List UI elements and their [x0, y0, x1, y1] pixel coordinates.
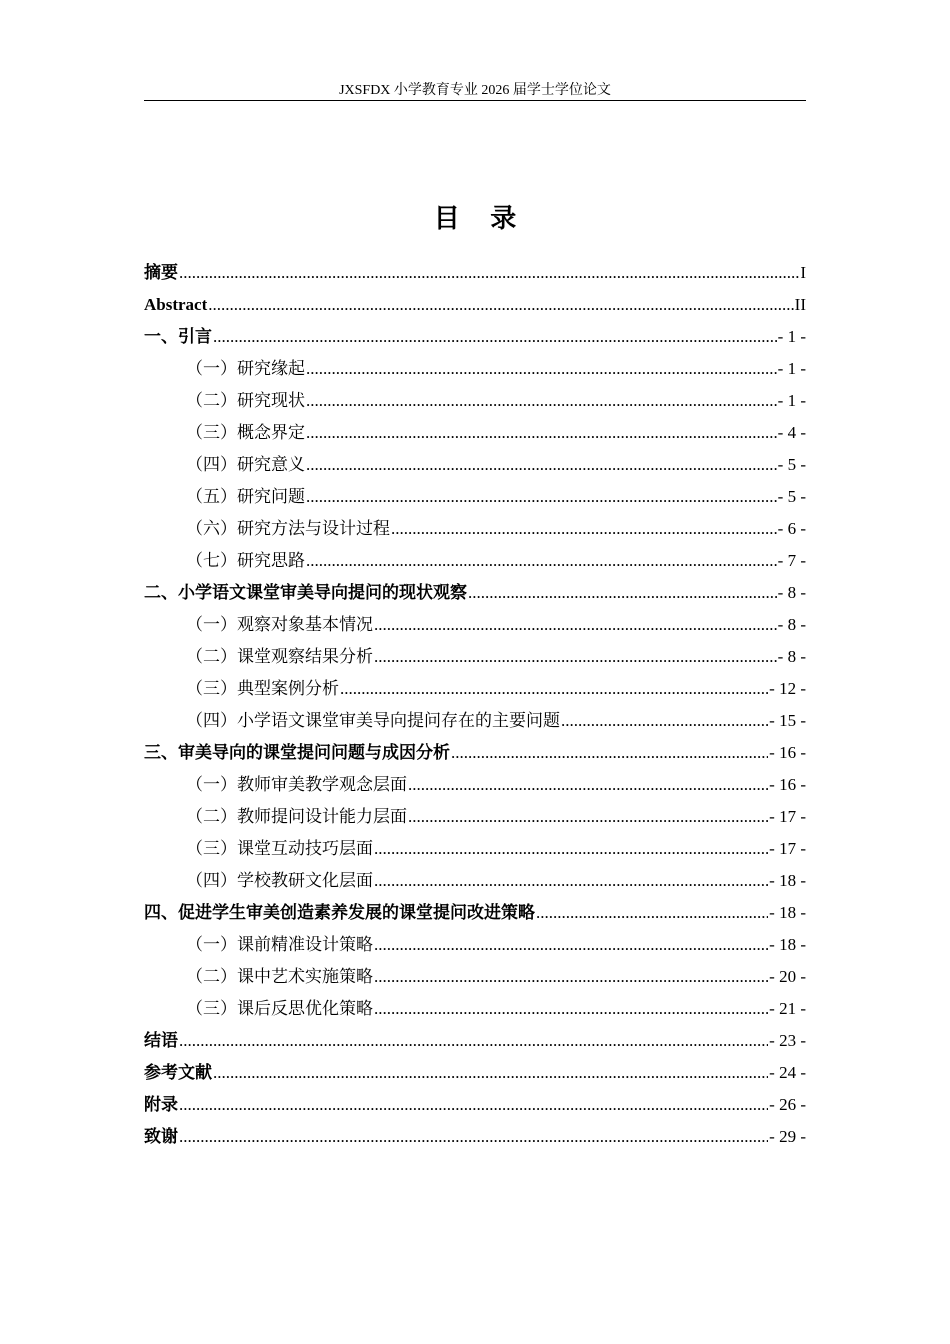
- toc-page-number: I: [800, 263, 806, 282]
- toc-section-entry[interactable]: [144, 673, 806, 705]
- toc-page-number: - 6 -: [777, 519, 806, 538]
- toc-page-number: - 29 -: [769, 1127, 806, 1146]
- toc-section-entry[interactable]: [144, 609, 806, 641]
- toc-chapter-entry[interactable]: [144, 897, 806, 929]
- dot-leader: [208, 289, 793, 321]
- toc-chapter-entry[interactable]: [144, 577, 806, 609]
- toc-entry-label: 二、小学语文课堂审美导向提问的现状观察: [144, 583, 467, 602]
- toc-page-number: - 5 -: [777, 487, 806, 506]
- toc-section-entry[interactable]: [144, 385, 806, 417]
- toc-section-entry[interactable]: [144, 865, 806, 897]
- dot-leader: [306, 481, 777, 513]
- dot-leader: [306, 545, 777, 577]
- toc-entry-label: （四）研究意义: [186, 455, 305, 474]
- toc-page-number: - 24 -: [769, 1063, 806, 1082]
- toc-title: 目 录: [433, 204, 529, 233]
- toc-entry-label: （四）小学语文课堂审美导向提问存在的主要问题: [186, 711, 560, 730]
- toc-page-number: - 17 -: [769, 839, 806, 858]
- dot-leader: [306, 353, 777, 385]
- toc-chapter-entry[interactable]: [144, 737, 806, 769]
- toc-entry-label: 一、引言: [144, 327, 212, 346]
- toc-page-number: - 15 -: [769, 711, 806, 730]
- toc-entry-label: 致谢: [144, 1127, 178, 1146]
- toc-entry-label: Abstract: [144, 295, 208, 314]
- toc-section-entry[interactable]: [144, 449, 806, 481]
- dot-leader: [179, 1025, 768, 1057]
- toc-page-number: - 1 -: [777, 391, 806, 410]
- dot-leader: [374, 641, 777, 673]
- toc-entry-label: 附录: [144, 1095, 178, 1114]
- toc-section-entry[interactable]: [144, 769, 806, 801]
- toc-page-number: - 18 -: [769, 871, 806, 890]
- toc-entry-label: （七）研究思路: [186, 551, 305, 570]
- toc-entry-label: （一）研究缘起: [186, 359, 305, 378]
- toc-page-number: - 1 -: [777, 359, 806, 378]
- toc-section-entry[interactable]: [144, 705, 806, 737]
- toc-page-number: - 17 -: [769, 807, 806, 826]
- toc-chapter-entry[interactable]: [144, 1025, 806, 1057]
- toc-entry-label: （三）概念界定: [186, 423, 305, 442]
- toc-section-entry[interactable]: [144, 545, 806, 577]
- toc-chapter-entry[interactable]: [144, 1089, 806, 1121]
- toc-entry-label: （三）课堂互动技巧层面: [186, 839, 373, 858]
- toc-entry-label: （五）研究问题: [186, 487, 305, 506]
- toc-entry-label: （二）教师提问设计能力层面: [186, 807, 407, 826]
- toc-section-entry[interactable]: [144, 353, 806, 385]
- toc-section-entry[interactable]: [144, 417, 806, 449]
- dot-leader: [213, 1057, 768, 1089]
- toc-chapter-entry[interactable]: [144, 1057, 806, 1089]
- toc-entry-label: 摘要: [144, 263, 178, 282]
- toc-page-number: - 8 -: [777, 583, 806, 602]
- toc-page-number: - 1 -: [777, 327, 806, 346]
- dot-leader: [374, 961, 768, 993]
- toc-section-entry[interactable]: [144, 641, 806, 673]
- dot-leader: [306, 449, 777, 481]
- toc-chapter-entry[interactable]: [144, 1121, 806, 1153]
- toc-section-entry[interactable]: [144, 513, 806, 545]
- dot-leader: [179, 1089, 768, 1121]
- toc-entry-label: 四、促进学生审美创造素养发展的课堂提问改进策略: [144, 903, 535, 922]
- dot-leader: [374, 865, 768, 897]
- dot-leader: [536, 897, 768, 929]
- toc-entry-label: （一）教师审美教学观念层面: [186, 775, 407, 794]
- dot-leader: [306, 417, 777, 449]
- toc-entry-label: 三、审美导向的课堂提问问题与成因分析: [144, 743, 450, 762]
- toc-entry-label: （六）研究方法与设计过程: [186, 519, 390, 538]
- dot-leader: [468, 577, 777, 609]
- toc-section-entry[interactable]: [144, 961, 806, 993]
- dot-leader: [561, 705, 768, 737]
- toc-entry-label: 参考文献: [144, 1063, 212, 1082]
- dot-leader: [340, 673, 768, 705]
- toc-entry-label: （四）学校教研文化层面: [186, 871, 373, 890]
- toc-section-entry[interactable]: [144, 993, 806, 1025]
- dot-leader: [179, 257, 799, 289]
- toc-entry-label: （二）课堂观察结果分析: [186, 647, 373, 666]
- toc-entry-label: （一）观察对象基本情况: [186, 615, 373, 634]
- toc-page-number: - 4 -: [777, 423, 806, 442]
- toc-page-number: - 16 -: [769, 743, 806, 762]
- toc-entry-label: （一）课前精准设计策略: [186, 935, 373, 954]
- header-divider: [144, 100, 806, 101]
- toc-section-entry[interactable]: [144, 481, 806, 513]
- toc-page-number: - 18 -: [769, 903, 806, 922]
- toc-page-number: - 12 -: [769, 679, 806, 698]
- toc-page-number: - 16 -: [769, 775, 806, 794]
- dot-leader: [374, 929, 768, 961]
- toc-page-number: - 26 -: [769, 1095, 806, 1114]
- dot-leader: [408, 769, 768, 801]
- toc-entry-label: （三）课后反思优化策略: [186, 999, 373, 1018]
- toc-page-number: - 21 -: [769, 999, 806, 1018]
- dot-leader: [179, 1121, 768, 1153]
- toc-section-entry[interactable]: [144, 801, 806, 833]
- toc-chapter-entry[interactable]: [144, 289, 806, 321]
- toc-page-number: II: [794, 295, 806, 314]
- toc-chapter-entry[interactable]: [144, 321, 806, 353]
- toc-entry-label: 结语: [144, 1031, 178, 1050]
- toc-section-entry[interactable]: [144, 833, 806, 865]
- table-of-contents: [144, 257, 806, 1153]
- toc-page-number: - 7 -: [777, 551, 806, 570]
- toc-entry-label: （二）研究现状: [186, 391, 305, 410]
- toc-entry-label: （二）课中艺术实施策略: [186, 967, 373, 986]
- dot-leader: [391, 513, 777, 545]
- toc-section-entry[interactable]: [144, 929, 806, 961]
- toc-page-number: - 20 -: [769, 967, 806, 986]
- toc-chapter-entry[interactable]: [144, 257, 806, 289]
- toc-page-number: - 18 -: [769, 935, 806, 954]
- dot-leader: [374, 993, 768, 1025]
- dot-leader: [451, 737, 768, 769]
- running-header: JXSFDX 小学教育专业 2026 届学士学位论文: [339, 83, 611, 98]
- toc-page-number: - 8 -: [777, 615, 806, 634]
- toc-page-number: - 23 -: [769, 1031, 806, 1050]
- dot-leader: [408, 801, 768, 833]
- dot-leader: [374, 609, 777, 641]
- toc-page-number: - 5 -: [777, 455, 806, 474]
- toc-page-number: - 8 -: [777, 647, 806, 666]
- toc-entry-label: （三）典型案例分析: [186, 679, 339, 698]
- dot-leader: [306, 385, 777, 417]
- dot-leader: [374, 833, 768, 865]
- dot-leader: [213, 321, 777, 353]
